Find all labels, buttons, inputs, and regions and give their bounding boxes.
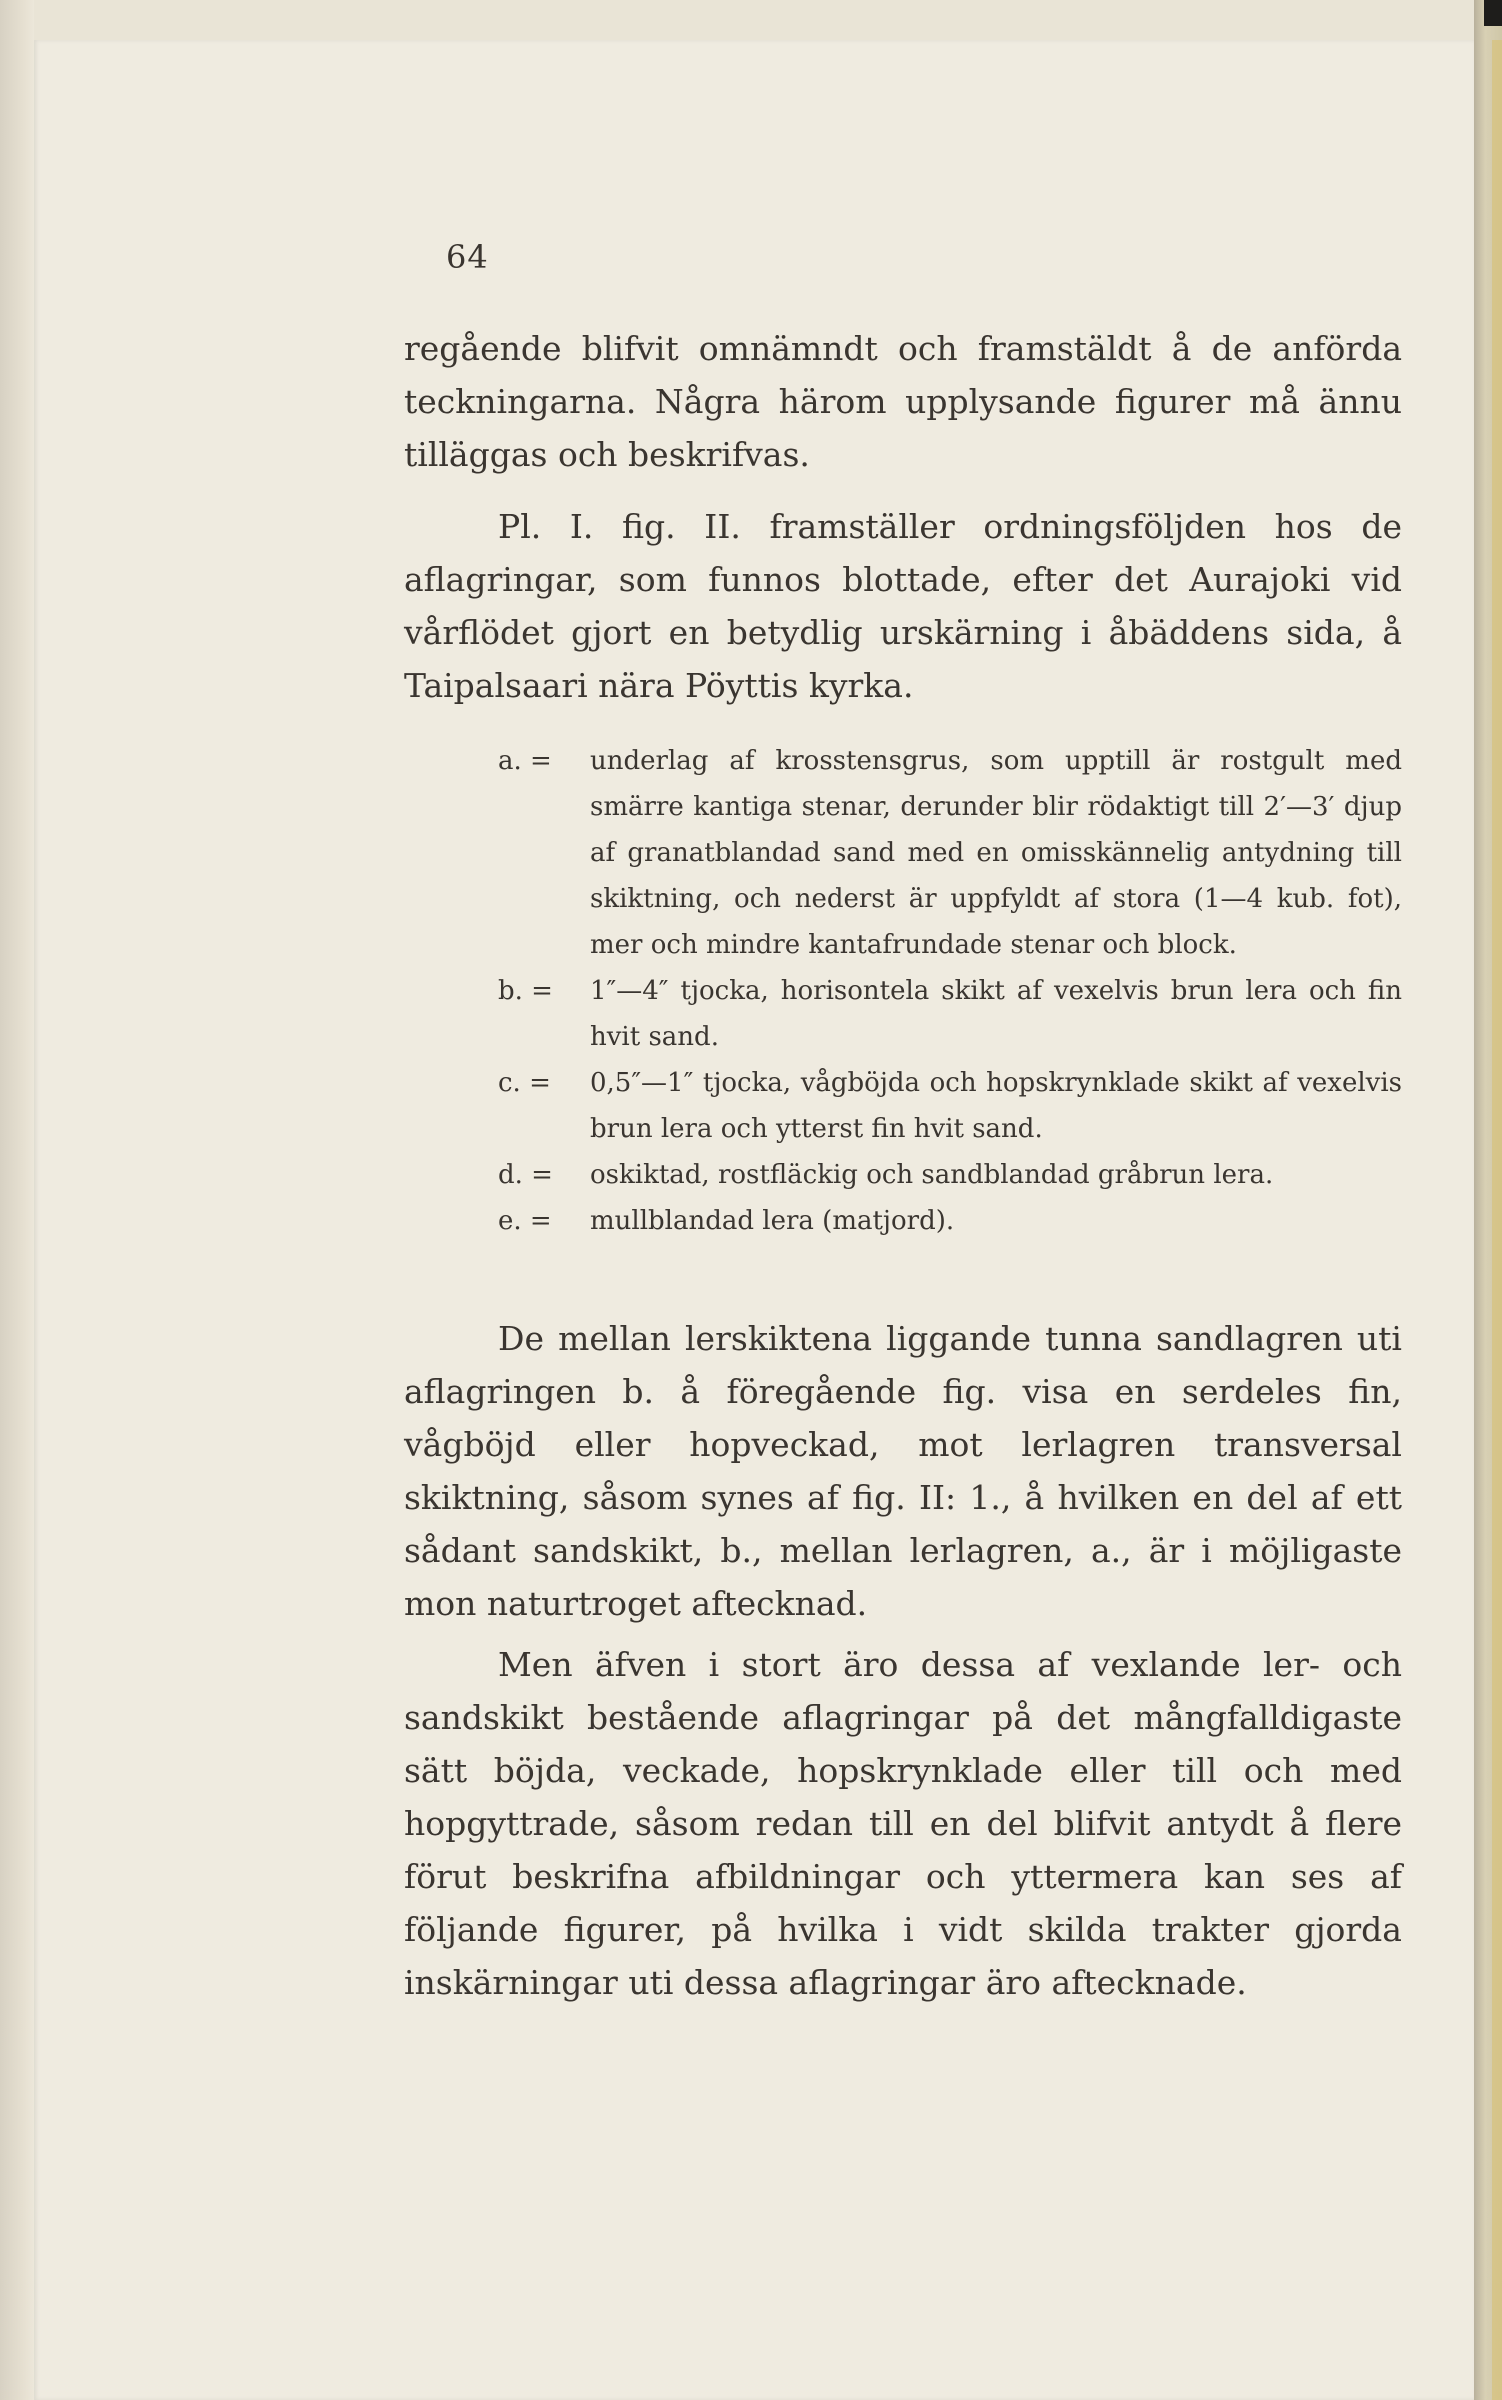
legend-text: 1″—4″ tjocka, horisontela skikt af vexelvis brun lera och fin hvit sand.: [590, 976, 1402, 1052]
book-gutter: [0, 0, 34, 2400]
paragraph-4: Men äfven i stort äro dessa af vexlande ler- och sandskikt bestående aflagringar på det mångfalldigaste sätt böjda, veckade, hopskrynklade eller till och med hopgyttrade, såsom redan till en del blifvit antydt å flere förut beskrifna afbildningar och yttermera kan ses af följande figurer, på hvilka i vidt skilda trakter gjorda inskärningar uti dessa aflagringar äro aftecknade.: [404, 1645, 1402, 2002]
legend-key: d. =: [498, 1160, 553, 1190]
legend-item-d: [404, 1152, 1402, 1198]
legend-key: e. =: [498, 1206, 552, 1236]
legend-key: a. =: [498, 746, 552, 776]
paragraph-1: regående blifvit omnämndt och framstäldt å de anförda teckningarna. Några härom upplysande figurer må ännu tilläggas och beskrifvas.: [404, 329, 1402, 474]
legend-item-b: [404, 968, 1402, 1060]
legend-item-a: [404, 738, 1402, 968]
page-number: 64: [446, 238, 489, 276]
scan-corner-mark: [1484, 0, 1502, 26]
paragraph-3: De mellan lerskiktena liggande tunna sandlagren uti aflagringen b. å föregående fig. visa en serdeles fin, vågböjd eller hopveckad, mot lerlagren transversal skiktning, såsom synes af fig. II: 1., å hvilken en del af ett sådant sandskikt, b., mellan lerlagren, a., är i möjligaste mon naturtroget aftecknad.: [404, 1319, 1402, 1623]
legend-item-c: [404, 1060, 1402, 1152]
adjacent-page-edge: [1492, 40, 1502, 2400]
page-edge-strip: [1474, 0, 1502, 2400]
legend-text: oskiktad, rostfläckig och sandblandad gråbrun lera.: [590, 1160, 1274, 1190]
legend-item-e: [404, 1198, 1402, 1244]
legend-key: b. =: [498, 976, 553, 1006]
figure-legend: [404, 738, 1402, 1244]
paragraph-2: Pl. I. fig. II. framställer ordningsföljden hos de aflagringar, som funnos blottade, efter det Aurajoki vid vårflödet gjort en betydlig urskärning i åbäddens sida, å Taipalsaari nära Pöyttis kyrka.: [404, 507, 1402, 705]
legend-key: c. =: [498, 1068, 551, 1098]
legend-text: 0,5″—1″ tjocka, vågböjda och hopskrynklade skikt af vexelvis brun lera och ytterst fin hvit sand.: [590, 1068, 1402, 1144]
legend-text: mullblandad lera (matjord).: [590, 1206, 955, 1236]
legend-text: underlag af krosstensgrus, som upptill är rostgult med smärre kantiga stenar, derunder blir rödaktigt till 2′—3′ djup af granatblandad sand med en omisskännelig antydning till skiktning, och nederst är uppfyldt af stora (1—4 kub. fot), mer och mindre kantafrundade stenar och block.: [590, 746, 1402, 960]
